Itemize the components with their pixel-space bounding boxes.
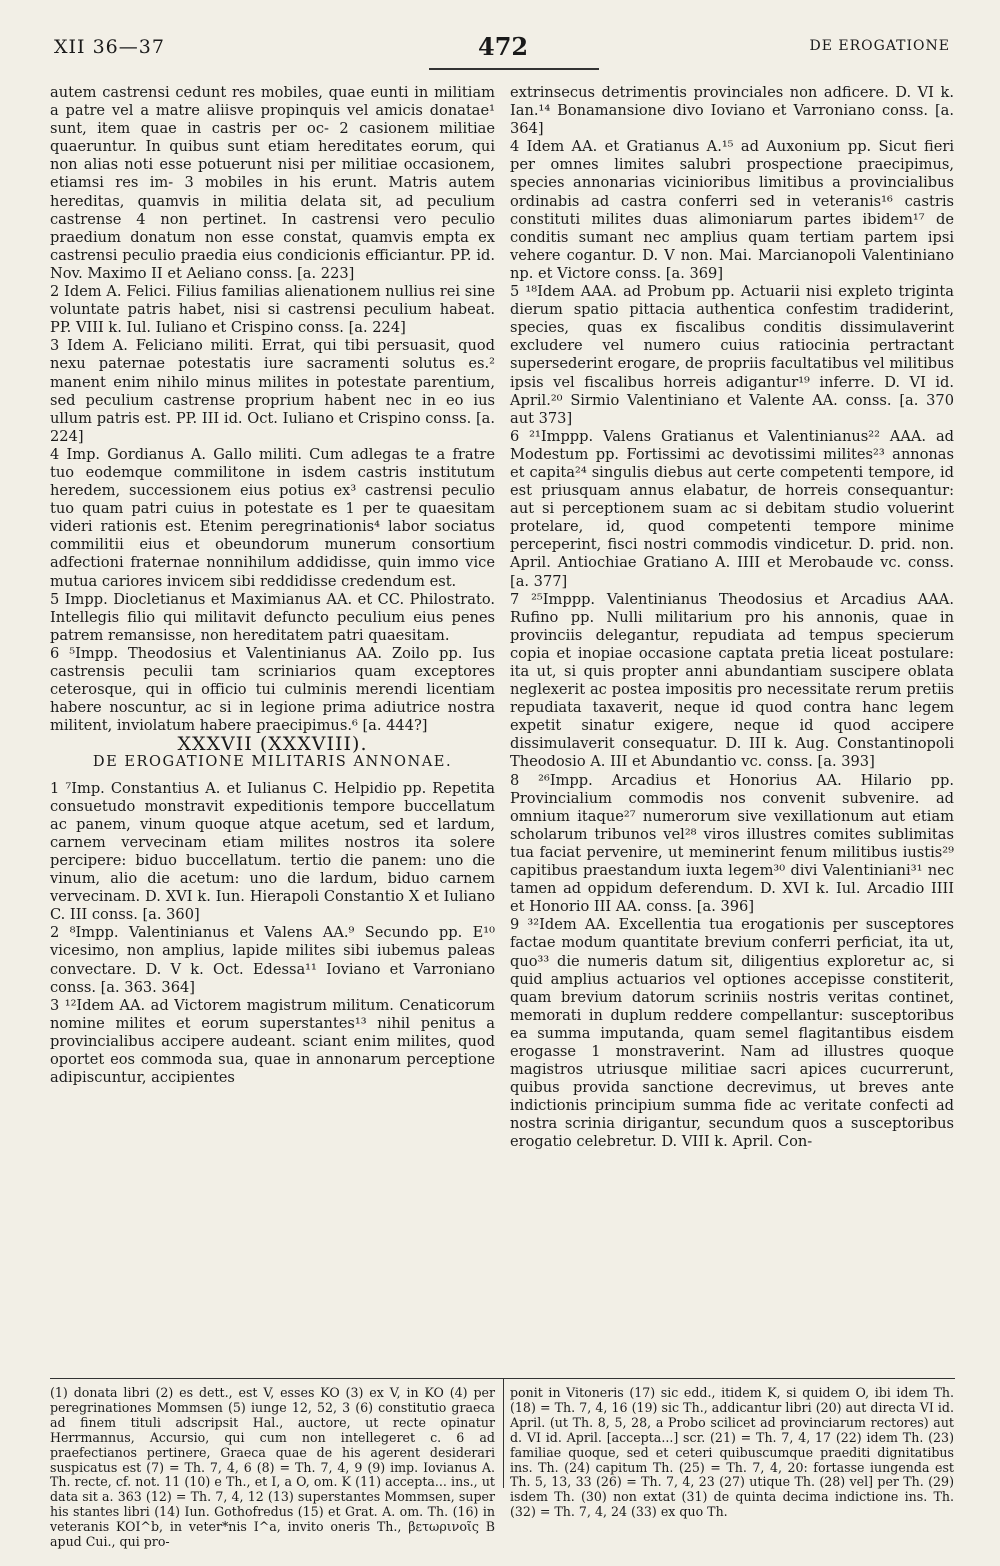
right-column <box>510 84 954 1152</box>
paragraph: 7 ²⁵Imppp. Valentinianus Theodosius et Arcadius AAA. Rufino pp. Nulli militarium pro his annonis, quae in provinciis delegantur, repudiata ad tempus specierum copia et inopiae occasione captata pretia liceat postulare: ita ut, si quis propter anni abundantiam suscipere oblata neglexerit ac postea impositis pro necessitate rerum pretiis repudiata taxaverit, neque id quod contra hanc legem expetit sinatur exigere, neque id quod accipere dissimulaverit consequatur. D. III k. Aug. Constantinopoli Theodosio A. III et Abundantio vc. conss. [a. 393] <box>510 590 954 771</box>
paragraph: 3 Idem A. Feliciano militi. Errat, qui tibi persuasit, quod nexu paternae potestatis iure sacramenti solutus es.² manent enim nihilo minus milites in potestate parentium, sed peculium castrense proprium habent nec in eo ius ullum patris est. PP. III id. Oct. Iuliano et Crispino conss. [a. 224] <box>50 337 495 445</box>
paragraph: 5 ¹⁸Idem AAA. ad Probum pp. Actuarii nisi expleto triginta dierum spatio pittacia authentica confestim tradiderint, species, quas ex fiscalibus conditis dissimulaverint excludere vel numero cuius ratiocinia pertractant supersederint erogare, de propriis facultatibus vel militibus ipsis vel fiscalibus horreis adigantur¹⁹ inferre. D. VI id. April.²⁰ Sirmio Valentiniano et Valente AA. conss. [a. 370 aut 373] <box>510 283 954 427</box>
left-column <box>50 84 495 1087</box>
footnotes-left: (1) donata libri (2) es dett., est V, esses KO (3) ex V, in KO (4) per peregrinationes Mommsen (5) iunge 12, 52, 3 (6) constitutio graeca ad finem tituli adscripsit Hal., auctore, ut recte opinatur Herrmannus, Accursio, qui cum non intellegeret c. 6 ad praefectianos pertinere, Graeca quae de his agerent desiderari suspicatus est (7) = Th. 7, 4, 6 (8) = Th. 7, 4, 9 (9) imp. Iovianus A. Th. recte, cf. not. 11 (10) e Th., et I, a O, om. K (11) accepta... ins., ut data sit a. 363 (12) = Th. 7, 4, 12 (13) superstantes Mommsen, super his stantes libri (14) Iun. Gothofredus (15) et Grat. A. om. Th. (16) in veteranis KOI^b, in veter*nis I^a, invito oneris Th., βετωρινοῖς B apud Cui., qui pro- <box>50 1385 495 1550</box>
paragraph: 5 Impp. Diocletianus et Maximianus AA. et CC. Philostrato. Intellegis filio qui militavit defuncto peculium eius penes patrem remansisse, non hereditatem patri quaesitam. <box>50 590 495 644</box>
paragraph: 4 Imp. Gordianus A. Gallo militi. Cum adlegas te a fratre tuo eodemque commilitone in isdem castris institutum heredem, successionem eius potius ex³ castrensi peculio tuo quam patri cuius in potestate es 1 per te quaesitam videri rationis est. Etenim peregrinationis⁴ labor sociatus commilitii eius et obeundorum munerum consortium adfectioni fraternae nonnihilum addidisse, quin immo vice mutua cariores invicem sibi reddidisse credendum est. <box>50 445 495 590</box>
paragraph: 9 ³²Idem AA. Excellentia tua erogationis per susceptores factae modum quantitate brevium conferri perficiat, ita ut, quo³³ die numeris datum sit, diligentius exploretur ac, si quid amplius actuarios vel optiones accepisse constiterit, quam brevium datorum scriniis nostris veritas continet, memorati in duplum reddere compellantur: susceptoribus ea summa imputanda, quam semel flagitantibus eisdem erogasse 1 monstraverint. Nam ad illustres quoque magistros utriusque militiae sacri apices cucurrerunt, quibus provida sanctione decrevimus, ut breves ante indictionis principium summa fide ac veritate confecti ad nostra scrinia dirigantur, secundum quos a susceptoribus erogatio celebretur. D. VIII k. April. Con- <box>510 916 954 1151</box>
running-head-left: XII 36—37 <box>54 36 165 58</box>
paragraph: autem castrensi cedunt res mobiles, quae eunti in militiam a patre vel a matre aliisve propinquis vel amicis donatae¹ sunt, item quae in castris per oc- 2 casionem militiae quaeruntur. In quibus sunt etiam hereditates eorum, qui non alias noti esse potuerunt nisi per militiae occasionem, etiamsi res im- 3 mobiles in his erunt. Matris autem hereditas, quamvis in militia delata sit, ad peculium castrense 4 non pertinet. In castrensi vero peculio praedium donatum non esse constat, quamvis empta ex castrensi peculio praedia eius condicionis efficiantur. PP. id. Nov. Maximo II et Aeliano conss. [a. 223] <box>50 84 495 282</box>
paragraph: 4 Idem AA. et Gratianus A.¹⁵ ad Auxonium pp. Sicut fieri per omnes limites salubri prospectione praecipimus, species annonarias vicinioribus limitibus a provincialibus ordinabis ad castra conferri sed in veteranis¹⁶ castris constituti milites duas alimoniarum partes ibidem¹⁷ de conditis sumant nec amplius quam tertiam partem ipsi vehere cogantur. D. V non. Mai. Marcianopoli Valentiniano np. et Victore conss. [a. 369] <box>510 138 954 282</box>
header-rule <box>429 68 599 70</box>
paragraph: 8 ²⁶Impp. Arcadius et Honorius AA. Hilario pp. Provincialium commodis nos convenit subvenire. ad omnium itaque²⁷ numerorum sive vexillationum aut etiam scholarum tribunos vel²⁸ viros illustres comites sublimitas tua faciat pervenire, ut meminerint fenum militibus iustis²⁹ capitibus praestandum iuxta legem³⁰ divi Valentiniani³¹ nec tamen ad oppidum deferendum. D. XVI k. Iul. Arcadio IIII et Honorio III AA. conss. [a. 396] <box>510 771 954 916</box>
footnote-column-divider <box>503 1378 504 1488</box>
footnotes-right: ponit in Vitoneris (17) sic edd., itidem K, si quidem O, ibi idem Th. (18) = Th. 7, 4, 16 (19) sic Th., addicantur libri (20) aut directa VI id. April. (ut Th. 8, 5, 28, a Probo scilicet ad provinciarum rectores) aut d. VI id. April. [accepta...] scr. (21) = Th. 7, 4, 17 (22) idem Th. (23) familiae quoque, sed et ceteri quibuscumque praediti dignitatibus ins. Th. (24) capitum Th. (25) = Th. 7, 4, 20: fortasse iungenda est Th. 5, 13, 33 (26) = Th. 7, 4, 23 (27) utique Th. (28) vel] per Th. (29) isdem Th. (30) non extat (31) de quinta decima indictione ins. Th. (32) = Th. 7, 4, 24 (33) ex quo Th. <box>510 1385 954 1520</box>
paragraph: 2 ⁸Impp. Valentinianus et Valens AA.⁹ Secundo pp. E¹⁰ vicesimo, non amplius, lapide milites sibi iubemus paleas convectare. D. V k. Oct. Edessa¹¹ Iovianо et Varroniano conss. [a. 363. 364] <box>50 924 495 996</box>
section-title: DE EROGATIONE MILITARIS ANNONAE. <box>92 753 453 771</box>
paragraph: extrinsecus detrimentis provinciales non adficere. D. VI k. Ian.¹⁴ Bonamansione divo Ioviano et Varroniano conss. [a. 364] <box>510 84 954 138</box>
paragraph: 2 Idem A. Felici. Filius familias alienationem nullius rei sine voluntate patris habet, nisi si castrensi peculium habeat. PP. VIII k. Iul. Iuliano et Crispino conss. [a. 224] <box>50 283 495 337</box>
paragraph: 1 ⁷Imp. Constantius A. et Iulianus C. Helpidio pp. Repetita consuetudo monstravit expeditionis tempore buccellatum ac panem, vinum quoque atque acetum, sed et lardum, carnem vervecinam etiam milites nostros ita solere percipere: biduo buccellatum. tertio die panem: uno die vinum, alio die acetum: uno die lardum, biduo carnem vervecinam. D. XVI k. Iun. Hierapoli Constantio X et Iuliano C. III conss. [a. 360] <box>50 779 495 924</box>
page-number: 472 <box>478 32 529 61</box>
running-head-right: DE EROGATIONE <box>809 38 950 54</box>
paragraph: 3 ¹²Idem AA. ad Victorem magistrum militum. Cenaticorum nomine milites et eorum superstantes¹³ nihil penitus a provincialibus accipere audeant. sciant enim milites, quod oportet eos commoda sua, quae in annonarum perceptione adipiscuntur, accipientes <box>50 996 495 1087</box>
paragraph: 6 ⁵Impp. Theodosius et Valentinianus AA. Zoilo pp. Ius castrensis peculii tam scriniarios quam exceptores ceterosque, qui in officio tui culminis merendi licentiam habere noscuntur, ac si in legione prima adiutrice nostra militent, inviolatum habere praecipimus.⁶ [a. 444?] <box>50 644 495 735</box>
section-number: XXXVII (XXXVIII). <box>177 733 368 756</box>
paragraph: 6 ²¹Imppp. Valens Gratianus et Valentinianus²² AAA. ad Modestum pp. Fortissimi ac devotissimi milites²³ annonas et capita²⁴ singulis diebus aut certe competenti tempore, id est priusquam annus elabatur, de horreis consequantur: aut si perceptionem suam ac si debitam studio voluerint protelare, id, quod competenti tempore minime perceperint, fisci nostri commodis vindicetur. D. prid. non. April. Antiochiae Gratiano A. IIII et Merobaude vc. conss. [a. 377] <box>510 427 954 590</box>
page-header <box>54 28 950 68</box>
